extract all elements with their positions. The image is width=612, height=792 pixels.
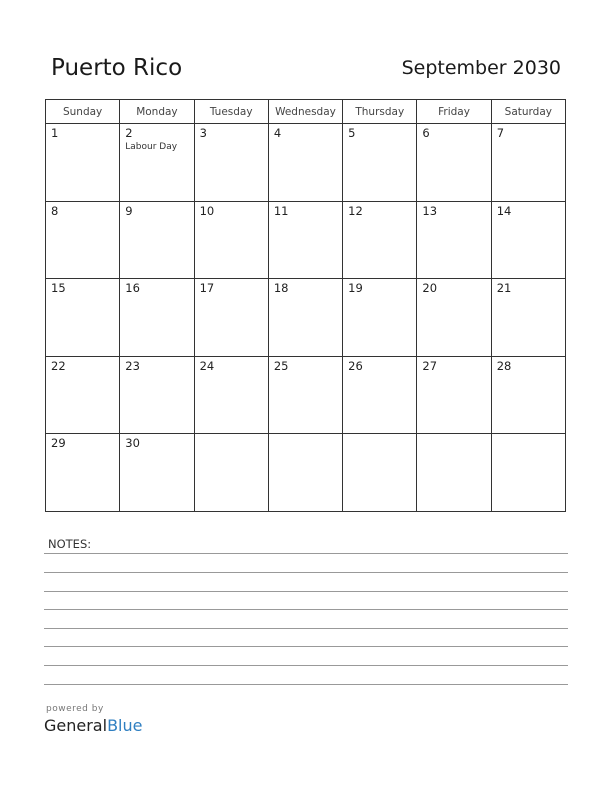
day-number: 15 xyxy=(51,281,66,296)
weekday-wednesday: Wednesday xyxy=(268,100,342,124)
day-number: 8 xyxy=(51,203,59,218)
day-cell xyxy=(268,356,342,434)
day-cell xyxy=(120,356,194,434)
day-cell xyxy=(46,279,120,357)
day-cell xyxy=(491,124,565,202)
day-number: 21 xyxy=(496,281,512,296)
day-cell xyxy=(343,124,417,202)
notes-line xyxy=(44,572,568,573)
powered-by-text: powered by xyxy=(46,704,104,714)
day-cell xyxy=(417,279,491,357)
day-number: 28 xyxy=(496,358,512,373)
notes-line xyxy=(44,665,568,666)
weekday-header-row xyxy=(46,100,566,124)
day-number: 3 xyxy=(199,126,207,140)
day-cell xyxy=(194,356,268,434)
day-number: 6 xyxy=(422,126,430,140)
day-number: 18 xyxy=(273,281,289,296)
day-number: 13 xyxy=(422,203,438,218)
day-cell xyxy=(194,124,268,202)
day-number: 7 xyxy=(496,126,505,140)
day-cell xyxy=(491,434,565,512)
notes-line xyxy=(44,591,568,592)
day-cell xyxy=(194,201,268,279)
day-cell xyxy=(417,356,491,434)
day-cell xyxy=(268,279,342,357)
brand-blue-text: Blue xyxy=(107,716,143,735)
day-cell xyxy=(194,279,268,357)
day-number: 19 xyxy=(348,281,363,296)
day-number: 10 xyxy=(199,203,215,218)
day-cell xyxy=(120,124,194,202)
weekday-friday: Friday xyxy=(417,100,491,124)
day-number: 24 xyxy=(199,358,215,373)
day-cell xyxy=(343,434,417,512)
day-cell xyxy=(491,356,565,434)
country-title: Puerto Rico xyxy=(51,55,183,81)
day-number: 11 xyxy=(273,203,289,218)
day-cell xyxy=(268,434,342,512)
notes-line xyxy=(44,646,568,647)
notes-line xyxy=(44,609,568,610)
day-cell xyxy=(120,279,194,357)
day-cell xyxy=(268,124,342,202)
notes-line xyxy=(44,553,568,554)
day-cell xyxy=(194,434,268,512)
notes-label: NOTES: xyxy=(48,537,92,551)
day-cell xyxy=(343,201,417,279)
day-cell xyxy=(417,201,491,279)
notes-line xyxy=(44,684,568,685)
brand-general-text: General xyxy=(44,716,108,735)
week-row xyxy=(46,434,566,512)
day-cell xyxy=(343,279,417,357)
day-cell xyxy=(417,124,491,202)
day-number: 2 xyxy=(125,126,133,140)
weekday-tuesday: Tuesday xyxy=(194,100,268,124)
day-number: 12 xyxy=(348,203,363,218)
day-number: 30 xyxy=(125,436,140,451)
weekday-thursday: Thursday xyxy=(343,100,417,124)
day-number: 25 xyxy=(273,358,289,373)
day-cell xyxy=(46,201,120,279)
day-number: 4 xyxy=(273,126,282,140)
day-cell xyxy=(268,201,342,279)
week-row xyxy=(46,279,566,357)
week-row xyxy=(46,356,566,434)
calendar-grid xyxy=(45,99,566,512)
day-number: 23 xyxy=(125,358,140,373)
day-cell xyxy=(120,201,194,279)
day-cell xyxy=(46,434,120,512)
day-number: 22 xyxy=(51,358,66,373)
week-row xyxy=(46,124,566,202)
day-cell xyxy=(491,279,565,357)
week-row xyxy=(46,201,566,279)
generalblue-logo[interactable] xyxy=(44,716,142,735)
weekday-sunday: Sunday xyxy=(46,100,120,124)
day-cell xyxy=(491,201,565,279)
day-number: 9 xyxy=(125,203,133,218)
day-number: 5 xyxy=(348,126,356,140)
day-cell xyxy=(120,434,194,512)
day-number: 20 xyxy=(422,281,438,296)
day-number: 16 xyxy=(125,281,140,296)
day-cell xyxy=(46,124,120,202)
notes-line xyxy=(44,628,568,629)
month-title: September 2030 xyxy=(401,57,561,79)
day-number: 29 xyxy=(51,436,66,451)
day-number: 14 xyxy=(496,203,512,218)
day-cell xyxy=(343,356,417,434)
weekday-saturday: Saturday xyxy=(491,100,565,124)
day-number: 1 xyxy=(51,126,59,140)
day-number: 27 xyxy=(422,358,438,373)
day-cell xyxy=(46,356,120,434)
day-number: 26 xyxy=(348,358,363,373)
day-number: 17 xyxy=(199,281,215,296)
day-cell xyxy=(417,434,491,512)
weekday-monday: Monday xyxy=(120,100,194,124)
holiday-label: Labour Day xyxy=(125,142,178,152)
